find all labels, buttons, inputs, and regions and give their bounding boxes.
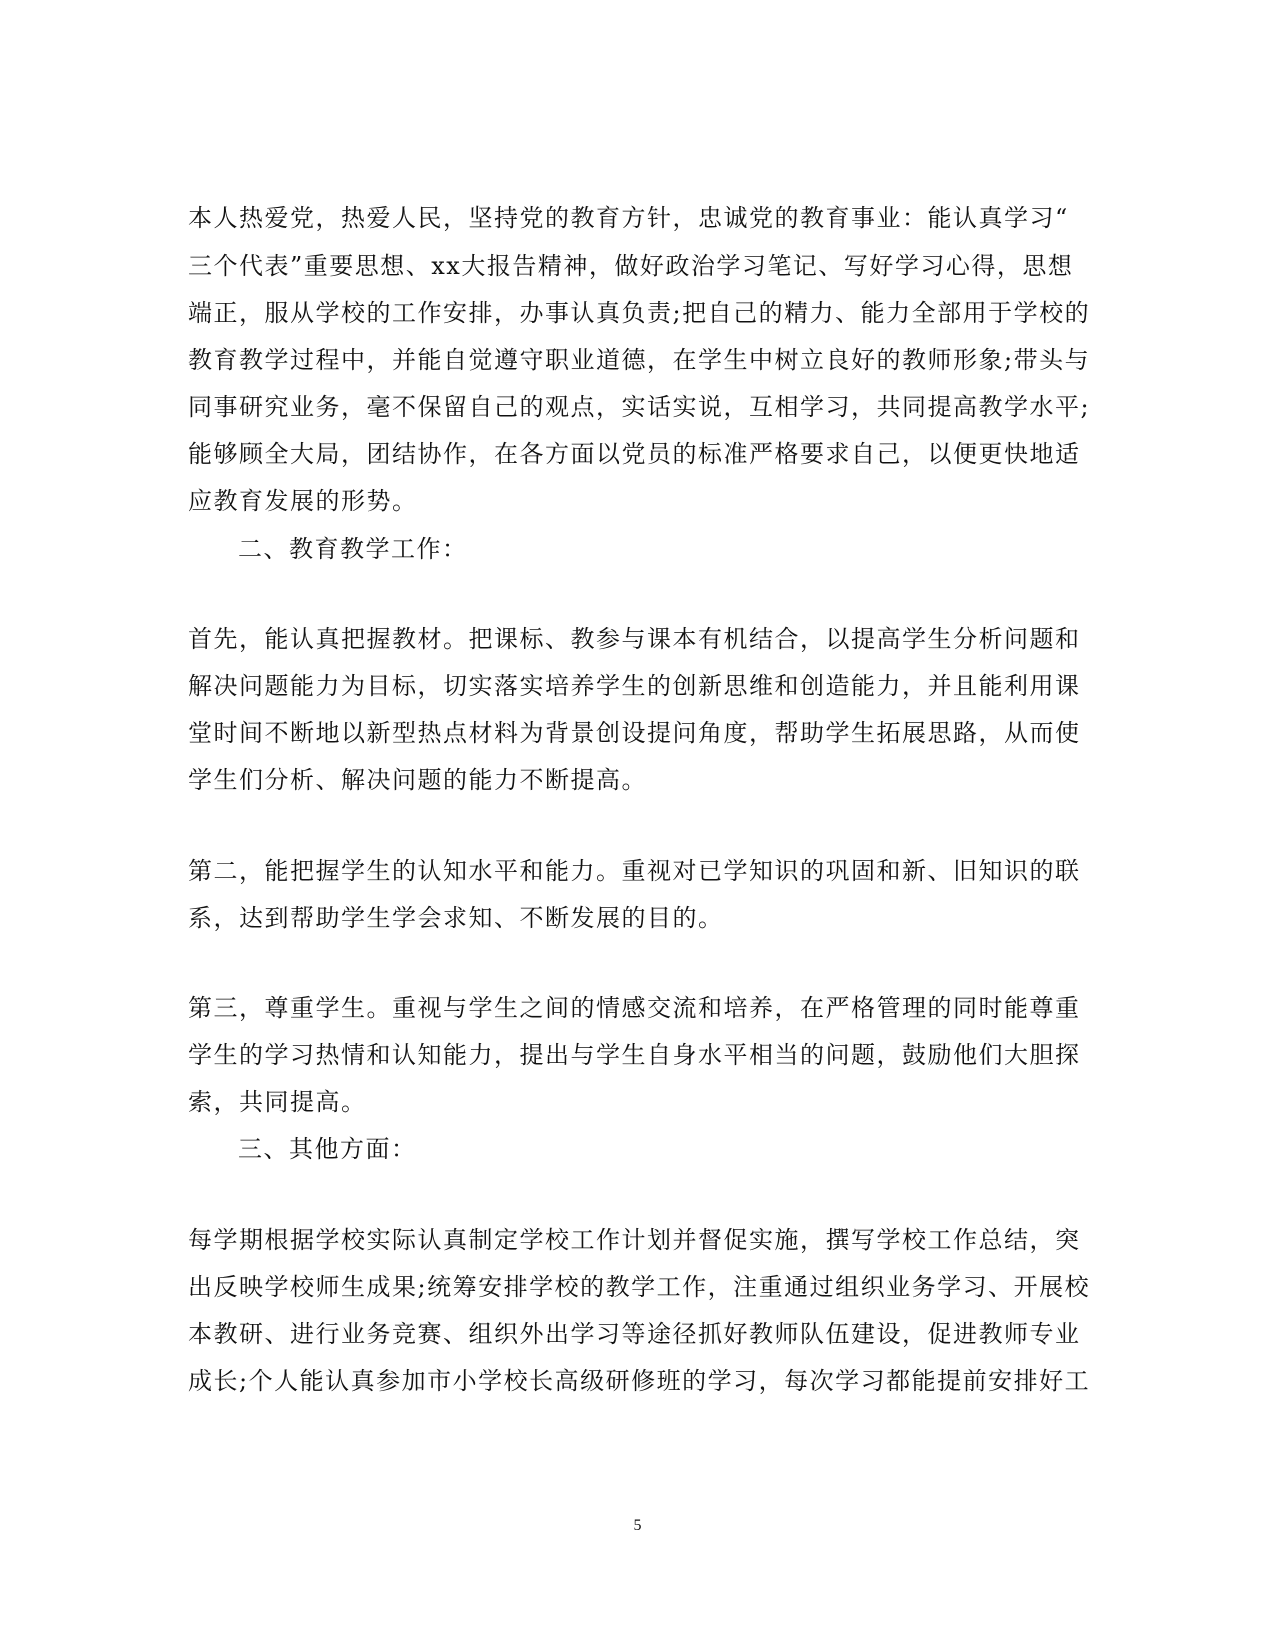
paragraph-1-line-2: 三个代表”重要思想、xx大报告精神，做好政治学习笔记、写好学习心得，思想 [188, 252, 1074, 280]
paragraph-1-line-1: 本人热爱党，热爱人民，坚持党的教育方针，忠诚党的教育事业：能认真学习“ [188, 204, 1069, 232]
section-heading-2: 二、教育教学工作： [238, 535, 468, 563]
paragraph-5-line-4: 成长;个人能认真参加市小学校长高级研修班的学习，每次学习都能提前安排好工 [188, 1367, 1091, 1395]
paragraph-4-line-1: 第三，尊重学生。重视与学生之间的情感交流和培养，在严格管理的同时能尊重 [188, 994, 1081, 1022]
paragraph-3-line-2: 系，达到帮助学生学会求知、不断发展的目的。 [188, 904, 724, 932]
paragraph-4-line-2: 学生的学习热情和认知能力，提出与学生自身水平相当的问题，鼓励他们大胆探 [188, 1041, 1081, 1069]
paragraph-1-line-3: 端正，服从学校的工作安排，办事认真负责;把自己的精力、能力全部用于学校的 [188, 299, 1091, 327]
paragraph-5-line-1: 每学期根据学校实际认真制定学校工作计划并督促实施，撰写学校工作总结，突 [188, 1226, 1081, 1254]
paragraph-5-line-2: 出反映学校师生成果;统筹安排学校的教学工作，注重通过组织业务学习、开展校 [188, 1273, 1091, 1301]
paragraph-1-line-7: 应教育发展的形势。 [188, 487, 418, 515]
page-number: 5 [633, 1517, 642, 1534]
paragraph-1-line-5: 同事研究业务，毫不保留自己的观点，实话实说，互相学习，共同提高教学水平; [188, 393, 1091, 421]
paragraph-1-line-6: 能够顾全大局，团结协作，在各方面以党员的标准严格要求自己，以便更快地适 [188, 440, 1081, 468]
section-heading-3: 三、其他方面： [238, 1135, 417, 1163]
paragraph-2-line-4: 学生们分析、解决问题的能力不断提高。 [188, 766, 647, 794]
paragraph-2-line-3: 堂时间不断地以新型热点材料为背景创设提问角度，帮助学生拓展思路，从而使 [188, 719, 1081, 747]
paragraph-4-line-3: 索，共同提高。 [188, 1088, 367, 1116]
paragraph-5-line-3: 本教研、进行业务竞赛、组织外出学习等途径抓好教师队伍建设，促进教师专业 [188, 1320, 1081, 1348]
paragraph-2-line-1: 首先，能认真把握教材。把课标、教参与课本有机结合，以提高学生分析问题和 [188, 625, 1081, 653]
paragraph-3-line-1: 第二，能把握学生的认知水平和能力。重视对已学知识的巩固和新、旧知识的联 [188, 857, 1081, 885]
paragraph-1-line-4: 教育教学过程中，并能自觉遵守职业道德，在学生中树立良好的教师形象;带头与 [188, 346, 1091, 374]
paragraph-2-line-2: 解决问题能力为目标，切实落实培养学生的创新思维和创造能力，并且能利用课 [188, 672, 1081, 700]
